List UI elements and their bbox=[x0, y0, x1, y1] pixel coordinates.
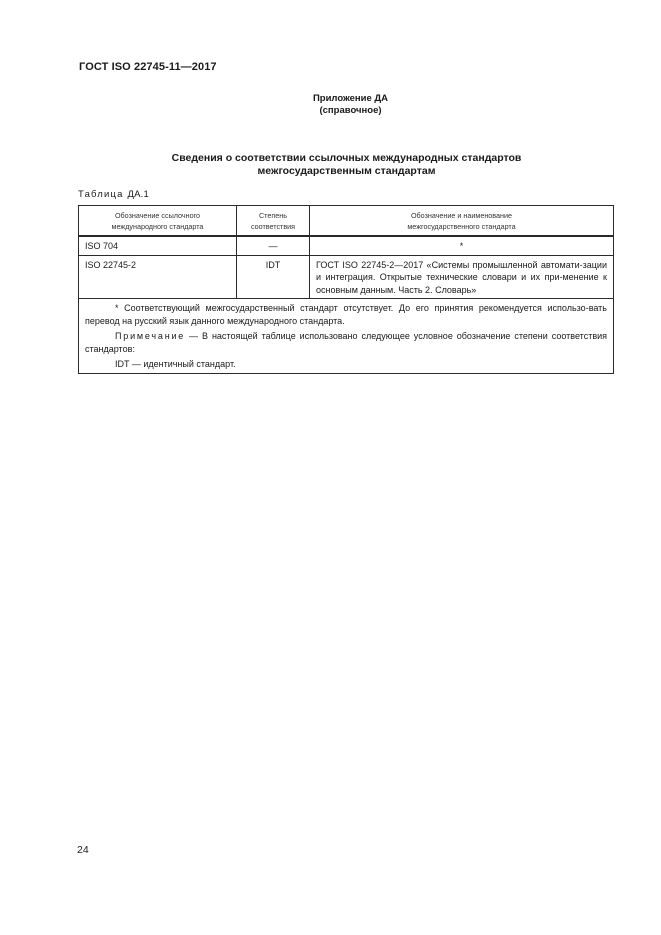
header-col1-line1: Обозначение ссылочного bbox=[114, 211, 201, 220]
table-row bbox=[79, 236, 614, 255]
row2-name: ГОСТ ISO 22745-2—2017 «Системы промышленной автомати-зации и интеграция. Открытые технические словари и их при-менение к основным данным. Часть 2. Словарь» bbox=[310, 255, 614, 299]
idt-definition: IDT — идентичный стандарт. bbox=[115, 359, 236, 369]
row1-reference: ISO 704 bbox=[79, 236, 237, 255]
header-col3-line1: Обозначение и наименование bbox=[410, 211, 513, 220]
section-title bbox=[0, 152, 661, 178]
header-interstate-standard bbox=[310, 206, 614, 237]
annex-title: Приложение ДА bbox=[312, 93, 389, 104]
table-caption-number: ДА.1 bbox=[127, 189, 149, 200]
row1-name: * bbox=[310, 236, 614, 255]
header-col2-line1: Степень bbox=[258, 211, 287, 220]
footnote-text: * Соответствующий межгосударственный стандарт отсутствует. До его принятия рекомендуется использо-вать перевод на русский язык данного международного стандарта. bbox=[85, 303, 607, 326]
row2-reference: ISO 22745-2 bbox=[79, 255, 237, 299]
table-caption bbox=[78, 189, 149, 200]
note-label: Примечание bbox=[115, 331, 186, 341]
document-code: ГОСТ ISO 22745-11—2017 bbox=[79, 61, 217, 73]
annex-type: (справочное) bbox=[319, 105, 382, 116]
table-header-row bbox=[79, 206, 614, 237]
header-col2-line2: соответствия bbox=[250, 222, 296, 231]
header-reference-standard bbox=[79, 206, 237, 237]
header-degree bbox=[237, 206, 310, 237]
note-paragraph bbox=[85, 330, 607, 355]
page-number: 24 bbox=[77, 844, 89, 856]
correspondence-table bbox=[78, 205, 614, 374]
row2-degree: IDT bbox=[237, 255, 310, 299]
header-col3-line2: межгосударственного стандарта bbox=[407, 222, 516, 231]
annex-heading bbox=[0, 93, 661, 117]
footnote-cell bbox=[79, 299, 614, 374]
row1-degree: — bbox=[237, 236, 310, 255]
header-col1-line2: международного стандарта bbox=[111, 222, 204, 231]
section-title-line2: межгосударственным стандартам bbox=[257, 165, 436, 177]
note-text: — В настоящей таблице использовано следующее условное обозначение степени соответствия стандартов: bbox=[85, 331, 607, 354]
table-row bbox=[79, 255, 614, 299]
table-footnote-row bbox=[79, 299, 614, 374]
section-title-line1: Сведения о соответствии ссылочных международных стандартов bbox=[171, 152, 522, 164]
table-caption-label: Таблица bbox=[78, 189, 124, 200]
